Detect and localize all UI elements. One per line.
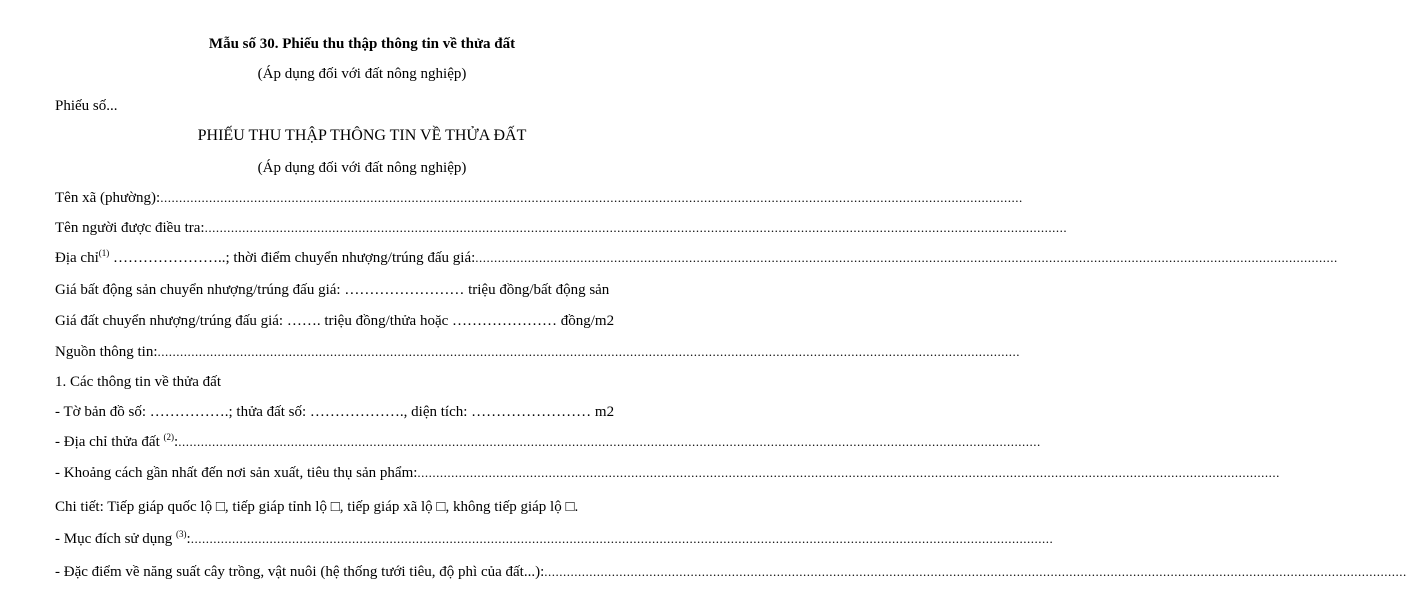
parcel-address-label	[55, 432, 178, 452]
parcel-address-text: - Địa chỉ thửa đất	[55, 434, 164, 450]
purpose-label	[55, 529, 191, 549]
purpose-footnote: (3)	[176, 529, 187, 539]
address-rest: …………………..; thời điểm chuyển nhượng/trúng đấu giá:	[109, 250, 476, 266]
commune-field	[55, 188, 1023, 208]
sheet-number: Phiếu số...	[55, 98, 118, 114]
address-footnote: (1)	[98, 248, 110, 258]
distance-label: - Khoảng cách gần nhất đến nơi sản xuất, tiêu thụ sản phẩm:	[55, 465, 418, 481]
parcel-address-colon: :	[174, 434, 179, 450]
productivity-label: - Đặc điểm về năng suất cây trồng, vật nuôi (hệ thống tưới tiêu, độ phì của đất...):	[55, 564, 545, 580]
section1-heading: 1. Các thông tin về thửa đất	[55, 374, 222, 390]
page-subtitle: (Áp dụng đối với đất nông nghiệp)	[257, 160, 467, 176]
parcel-address-footnote: (2)	[163, 432, 175, 442]
distance-dots: ......................................................................................................................................................................................................................................	[417, 465, 1280, 480]
address-label	[55, 248, 475, 268]
purpose-field	[55, 529, 1054, 549]
map-sheet-line: - Tờ bản đồ số: …………….; thửa đất số: ………………., diện tích: …………………… m2	[55, 404, 615, 420]
surveyed-person-dots: ......................................................................................................................................................................................................................................	[204, 220, 1068, 235]
surveyed-person-field	[55, 218, 1068, 238]
surveyed-person-label: Tên người được điều tra:	[55, 220, 205, 236]
land-price-line: Giá đất chuyển nhượng/trúng đấu giá: ……. triệu đồng/thửa hoặc ………………… đồng/m2	[55, 313, 615, 329]
address-dots: ......................................................................................................................................................................................................................................	[475, 250, 1338, 265]
commune-dots: ......................................................................................................................................................................................................................................	[160, 190, 1023, 205]
address-field	[55, 248, 1338, 268]
purpose-text: - Mục đích sử dụng	[55, 531, 177, 547]
purpose-colon: :	[186, 531, 191, 547]
productivity-dots: ......................................................................................................................................................................................................................................	[544, 564, 1407, 579]
parcel-address-dots: ......................................................................................................................................................................................................................................	[178, 434, 1041, 449]
commune-label: Tên xã (phường):	[55, 190, 161, 206]
address-label-text: Địa chỉ	[55, 250, 99, 266]
property-price-line: Giá bất động sản chuyển nhượng/trúng đấu giá: …………………… triệu đồng/bất động sản	[55, 282, 610, 298]
productivity-field	[55, 562, 1407, 582]
source-label: Nguồn thông tin:	[55, 344, 158, 360]
form-title: Mẫu số 30. Phiếu thu thập thông tin về thửa đất	[208, 36, 516, 52]
parcel-address-field	[55, 432, 1041, 452]
details-line: Chi tiết: Tiếp giáp quốc lộ □, tiếp giáp tỉnh lộ □, tiếp giáp xã lộ □, không tiếp giáp lộ □.	[55, 499, 579, 515]
source-dots: ......................................................................................................................................................................................................................................	[157, 344, 1021, 359]
source-field	[55, 342, 1021, 362]
distance-field	[55, 463, 1280, 483]
page-title: PHIẾU THU THẬP THÔNG TIN VỀ THỬA ĐẤT	[197, 127, 527, 144]
form-subtitle: (Áp dụng đối với đất nông nghiệp)	[257, 66, 467, 82]
purpose-dots: ......................................................................................................................................................................................................................................	[190, 531, 1054, 546]
